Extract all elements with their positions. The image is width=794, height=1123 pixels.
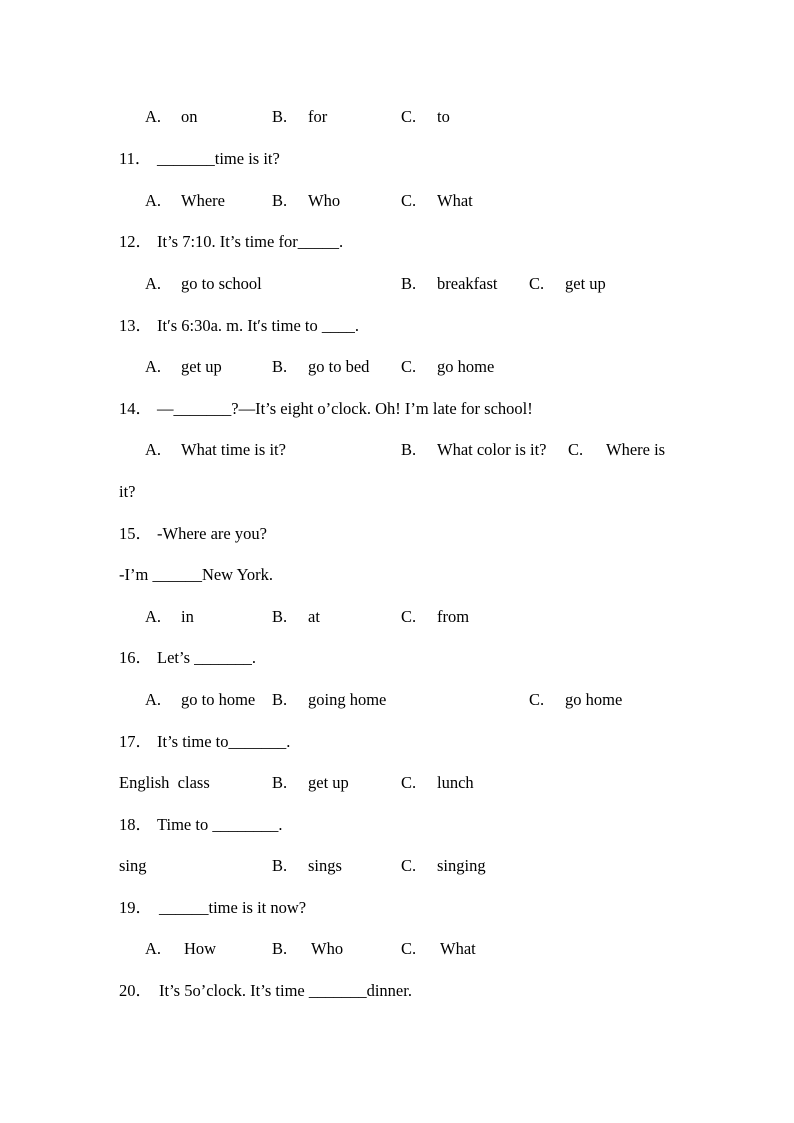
option-text-b: get up	[308, 773, 349, 792]
question-number: 13．	[119, 316, 152, 335]
question-text: -Where are you?	[157, 524, 267, 543]
option-text-c: from	[437, 607, 470, 626]
question-text: It′s 6:30a. m. It′s time to ____.	[157, 316, 359, 335]
option-letter-b: B.	[272, 191, 288, 210]
question-number: 16．	[119, 648, 152, 667]
question-number: 11．	[119, 149, 152, 168]
option-letter-c: C.	[401, 939, 417, 958]
question-number: 15．	[119, 524, 152, 543]
option-letter-a: A.	[145, 191, 162, 210]
question-number: 18．	[119, 815, 152, 834]
option-text-continuation: it?	[119, 482, 136, 501]
option-letter-c: C.	[401, 607, 417, 626]
option-letter-b: B.	[272, 690, 288, 709]
question-text-line-2: -I’m ______New York.	[119, 565, 273, 584]
option-text-c: get up	[565, 274, 606, 293]
option-text-a: go to home	[181, 690, 256, 709]
question-number: 12．	[119, 232, 152, 251]
option-letter-c: C.	[529, 274, 545, 293]
option-letter-b: B.	[272, 856, 288, 875]
option-text-b: breakfast	[437, 274, 498, 293]
option-letter-a: A.	[145, 274, 162, 293]
question-text: ______time is it now?	[159, 898, 307, 917]
option-letter-c: C.	[401, 357, 417, 376]
option-text-c: lunch	[437, 773, 474, 792]
option-letter-b: B.	[401, 440, 417, 459]
option-text-c: go home	[565, 690, 623, 709]
question-number: 19．	[119, 898, 152, 917]
option-text-c: singing	[437, 856, 486, 875]
option-text-c: to	[437, 107, 450, 126]
option-text-b: Who	[311, 939, 344, 958]
option-text-b: for	[308, 107, 328, 126]
option-letter-a: A.	[145, 107, 162, 126]
question-number: 14．	[119, 399, 152, 418]
option-text-b: at	[308, 607, 320, 626]
option-letter-b: B.	[272, 357, 288, 376]
option-text-b: sings	[308, 856, 342, 875]
option-text-c: go home	[437, 357, 495, 376]
question-text: —_______?—It’s eight o’clock. Oh! I’m late for school!	[157, 399, 533, 418]
question-text: Let’s _______.	[157, 648, 256, 667]
option-text-a: get up	[181, 357, 222, 376]
question-text: It’s 7:10. It’s time for_____.	[157, 232, 344, 251]
option-letter-c: C.	[401, 191, 417, 210]
option-letter-a: A.	[145, 357, 162, 376]
question-text: It’s 5o’clock. It’s time _______dinner.	[159, 981, 412, 1000]
option-text-a: Where	[181, 191, 225, 210]
option-text-a: English class	[119, 773, 210, 792]
option-text-a: go to school	[181, 274, 262, 293]
option-text-b: going home	[308, 690, 387, 709]
option-text-a: on	[181, 107, 198, 126]
question-text: It’s time to_______.	[157, 732, 291, 751]
option-letter-b: B.	[272, 773, 288, 792]
option-text-c: What	[440, 939, 476, 958]
option-letter-b: B.	[272, 939, 288, 958]
option-letter-c: C.	[401, 856, 417, 875]
option-text-b: What color is it?	[437, 440, 547, 459]
option-letter-c: C.	[401, 773, 417, 792]
option-letter-c: C.	[568, 440, 584, 459]
option-text-c: What	[437, 191, 473, 210]
question-number: 17．	[119, 732, 152, 751]
option-letter-b: B.	[272, 607, 288, 626]
option-text-a: in	[181, 607, 194, 626]
option-letter-a: A.	[145, 939, 162, 958]
question-text: _______time is it?	[157, 149, 280, 168]
option-letter-c: C.	[529, 690, 545, 709]
option-letter-c: C.	[401, 107, 417, 126]
question-number: 20．	[119, 981, 152, 1000]
option-letter-a: A.	[145, 607, 162, 626]
option-text-b: go to bed	[308, 357, 370, 376]
option-text-b: Who	[308, 191, 341, 210]
option-letter-b: B.	[401, 274, 417, 293]
option-text-a: What time is it?	[181, 440, 286, 459]
option-text-c: Where is	[606, 440, 666, 459]
option-text-a: sing	[119, 856, 147, 875]
question-text: Time to ________.	[157, 815, 283, 834]
option-letter-a: A.	[145, 690, 162, 709]
option-letter-a: A.	[145, 440, 162, 459]
option-text-a: How	[184, 939, 217, 958]
option-letter-b: B.	[272, 107, 288, 126]
